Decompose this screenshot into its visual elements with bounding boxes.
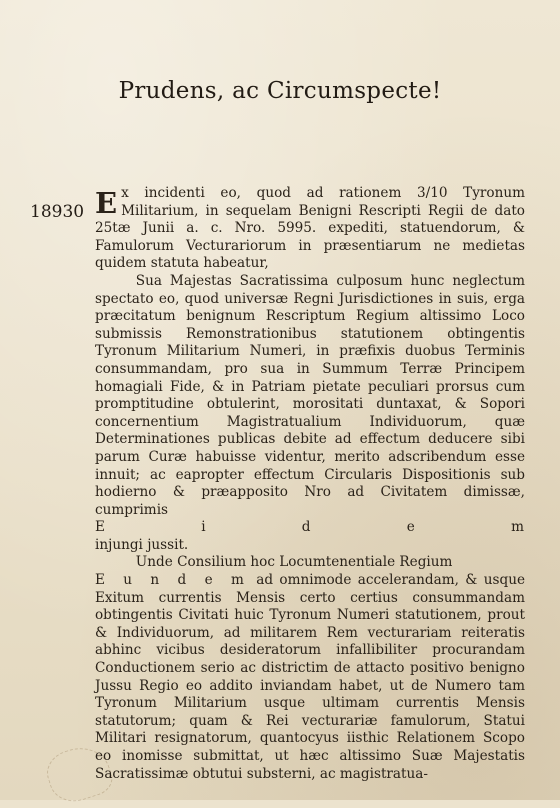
paragraph-2-text: Sua Majestas Sacratissima culposum hunc neglectum spectato eo, quod universæ Regni Jurisdictiones in suis, erga præcitatum benignum Rescriptum Regium altissimo Loco submissis Remonstrationibus statutionem obtingentis Tyronum Militarium Numeri, in præfixis duobus Terminis consummandam, pro sua in Summum Terræ Principem homagiali Fide, & in Patriam pietate peculiari prorsus cum promptitudine obtulerint, morositati duntaxat, & Sopori concernentium Magistratualium Individuorum, quæ Determinationes publicas debite ad effectum deducere sibi parum Curæ habuisse videntur, merito adscribendum esse innuit; ac eapropter effectum Circularis Dispositionis sub hodierno & præapposito Nro ad Civitatem dimissæ, cumprimis <box>95 272 525 518</box>
paragraph-2-end <box>95 537 525 555</box>
eundem-spaced: E u n d e m <box>95 572 250 589</box>
paragraph-2 <box>95 273 525 519</box>
paragraph-3 <box>95 572 525 783</box>
paragraph-2-end-text: injungi jussit. <box>95 536 189 553</box>
document-body <box>95 185 525 783</box>
paragraph-3-start <box>95 554 525 572</box>
document-heading: Prudens, ac Circumspecte! <box>118 78 442 104</box>
paragraph-1-text: x incidenti eo, quod ad rationem 3/10 Tyronum Militarium, in sequelam Benigni Rescripti Regii de dato 25tæ Junii a. c. Nro. 5995. expediti, statuendorum, & Famulorum Vecturariorum in præsentiarum ne medietas quidem statuta habeatur, <box>95 185 525 272</box>
document-number: 18930 <box>30 202 85 222</box>
paragraph-1 <box>95 185 525 273</box>
eidem-spaced: E i d e m <box>95 519 525 536</box>
paragraph-3-start-text: Unde Consilium hoc Locumtenentiale Regium <box>135 554 453 571</box>
drop-cap: E <box>95 186 118 220</box>
paragraph-3-text: ad omnimode accelerandam, & usque Exitum currentis Mensis certo certius consummandam obtingentis Civitati huic Tyronum Numeri statutionem, prout & Individuorum, ad militarem Rem vecturariam reiteratis abhinc vicibus desideratorum infallibiliter procurandam Conductionem serio ac districtim de attacto positivo benigno Jussu Regio eo addito inviandam habet, ut de Numero tam Tyronum Militarium usque ultimam currentis Mensis statutorum; quam & Rei vecturariæ famulorum, Statui Militari resignatorum, quantocyus iisthic Relationem Scopo eo inomisse submittat, ut hæc altissimo Suæ Majestatis Sacratissimæ obtutui substerni, ac magistratua- <box>95 572 525 782</box>
